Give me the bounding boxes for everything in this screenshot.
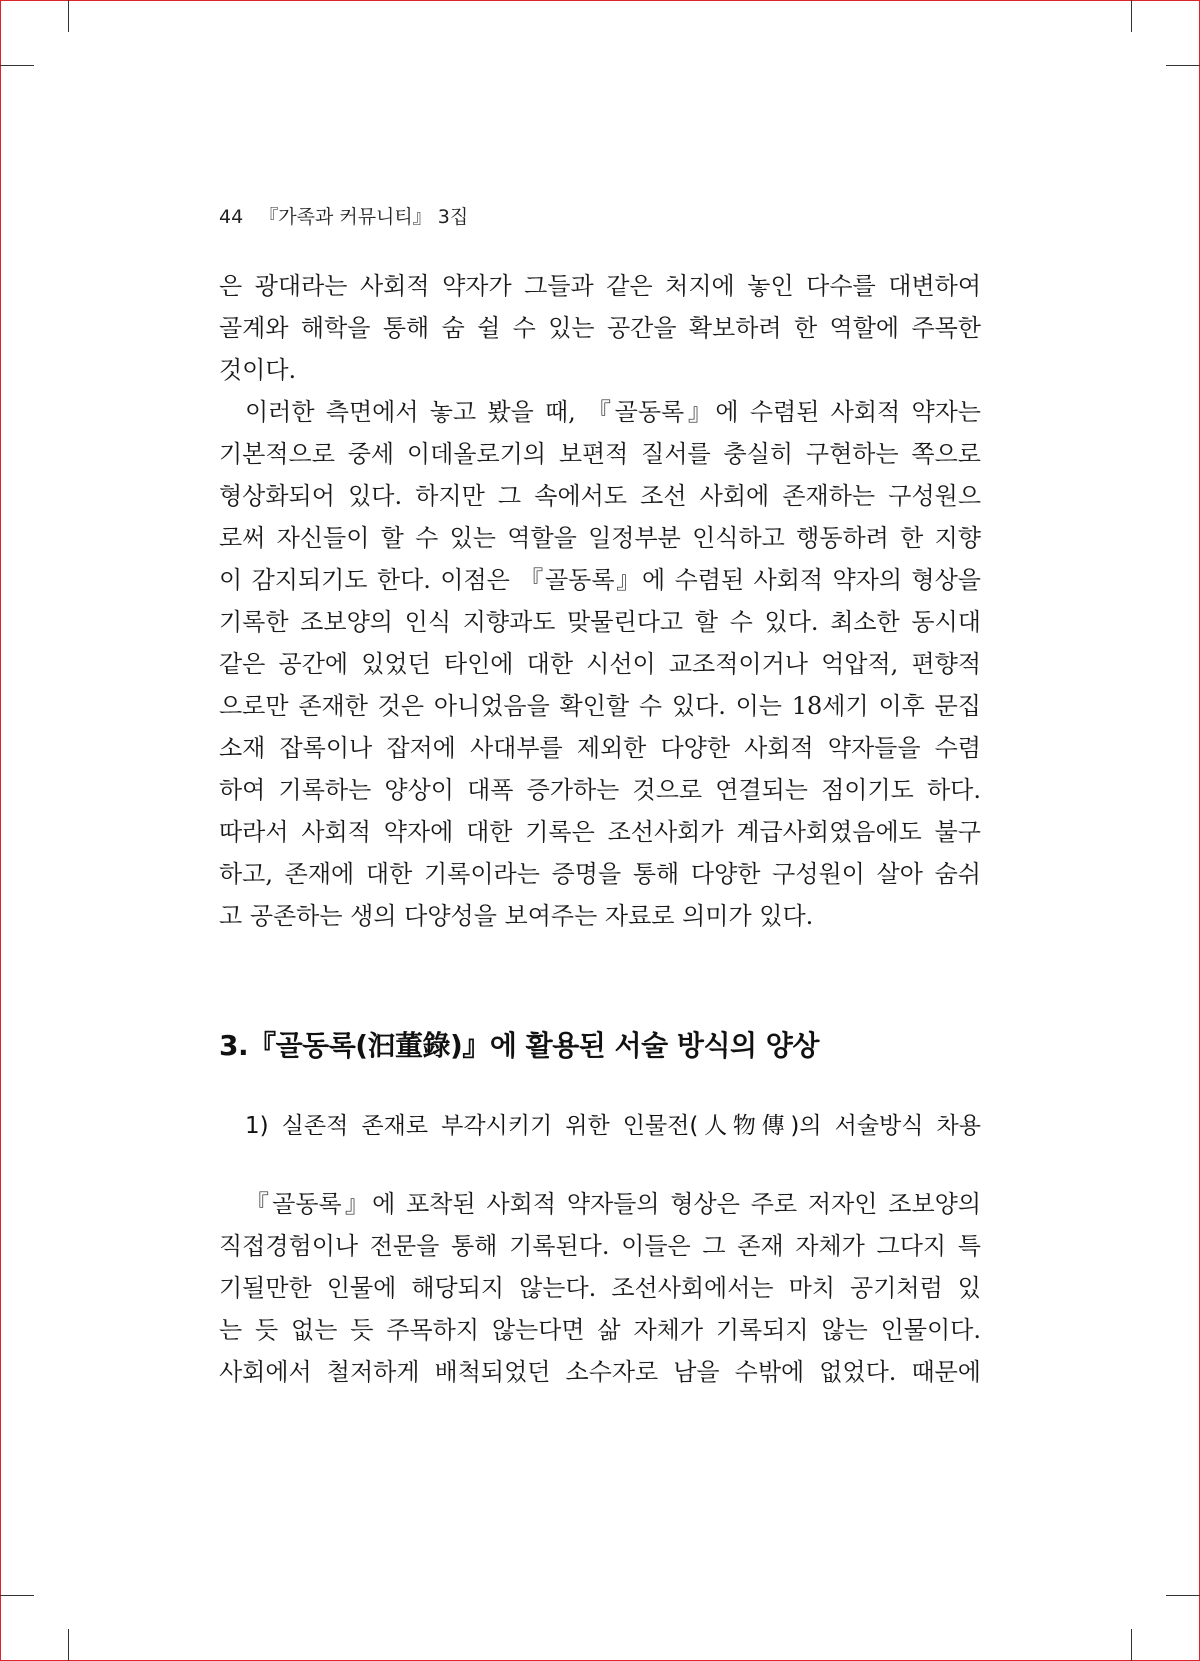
body-text-line: 기될만한 인물에 해당되지 않는다. 조선사회에서는 마치 공기처럼 있 bbox=[219, 1274, 981, 1302]
section-heading: 3.『골동록(汩董錄)』에 활용된 서술 방식의 양상 bbox=[219, 1029, 819, 1062]
body-text-line: 로써 자신들이 할 수 있는 역할을 일정부분 인식하고 행동하려 한 지향 bbox=[219, 524, 981, 552]
body-text-line: 같은 공간에 있었던 타인에 대한 시선이 교조적이거나 억압적, 편향적 bbox=[219, 650, 981, 678]
crop-mark bbox=[1166, 65, 1200, 66]
crop-mark bbox=[0, 65, 34, 66]
body-text-line: 는 듯 없는 듯 주목하지 않는다면 삶 자체가 기록되지 않는 인물이다. bbox=[219, 1316, 981, 1344]
body-text-line: 소재 잡록이나 잡저에 사대부를 제외한 다양한 사회적 약자들을 수렴 bbox=[219, 734, 981, 762]
crop-mark bbox=[0, 1595, 34, 1596]
body-text-line: 것이다. bbox=[219, 356, 297, 384]
body-text-line: 기록한 조보양의 인식 지향과도 맞물린다고 할 수 있다. 최소한 동시대 bbox=[219, 608, 981, 636]
body-text-line: 하여 기록하는 양상이 대폭 증가하는 것으로 연결되는 점이기도 하다. bbox=[219, 776, 981, 804]
body-text-line: 이러한 측면에서 놓고 봤을 때, 『골동록』에 수렴된 사회적 약자는 bbox=[245, 398, 981, 426]
body-text-line: 고 공존하는 생의 다양성을 보여주는 자료로 의미가 있다. bbox=[219, 902, 814, 930]
body-text-line: 『골동록』에 포착된 사회적 약자들의 형상은 주로 저자인 조보양의 bbox=[245, 1190, 981, 1218]
crop-mark bbox=[1131, 1629, 1132, 1661]
body-text-line: 사회에서 철저하게 배척되었던 소수자로 남을 수밖에 없었다. 때문에 bbox=[219, 1358, 981, 1386]
body-text-line: 으로만 존재한 것은 아니었음을 확인할 수 있다. 이는 18세기 이후 문집 bbox=[219, 692, 981, 720]
running-head bbox=[219, 202, 468, 229]
body-text-line: 따라서 사회적 약자에 대한 기록은 조선사회가 계급사회였음에도 불구 bbox=[219, 818, 981, 846]
body-text-line: 형상화되어 있다. 하지만 그 속에서도 조선 사회에 존재하는 구성원으 bbox=[219, 482, 981, 510]
body-text-line: 하고, 존재에 대한 기록이라는 증명을 통해 다양한 구성원이 살아 숨쉬 bbox=[219, 860, 981, 888]
crop-mark bbox=[1166, 1595, 1200, 1596]
body-text-line: 이 감지되기도 한다. 이점은 『골동록』에 수렴된 사회적 약자의 형상을 bbox=[219, 566, 981, 594]
sub-heading: 1) 실존적 존재로 부각시키기 위한 인물전(人物傳)의 서술방식 차용 bbox=[245, 1113, 981, 1139]
crop-mark bbox=[1131, 0, 1132, 32]
body-text-line: 은 광대라는 사회적 약자가 그들과 같은 처지에 놓인 다수를 대변하여 bbox=[219, 272, 981, 300]
body-text-line: 직접경험이나 전문을 통해 기록된다. 이들은 그 존재 자체가 그다지 특 bbox=[219, 1232, 981, 1260]
crop-mark bbox=[68, 1629, 69, 1661]
body-text-line: 기본적으로 중세 이데올로기의 보편적 질서를 충실히 구현하는 쪽으로 bbox=[219, 440, 981, 468]
crop-mark bbox=[68, 0, 69, 32]
body-text-line: 골계와 해학을 통해 숨 쉴 수 있는 공간을 확보하려 한 역할에 주목한 bbox=[219, 314, 981, 342]
page-number: 44 bbox=[219, 206, 244, 228]
journal-title: 『가족과 커뮤니티』 3집 bbox=[259, 206, 469, 228]
